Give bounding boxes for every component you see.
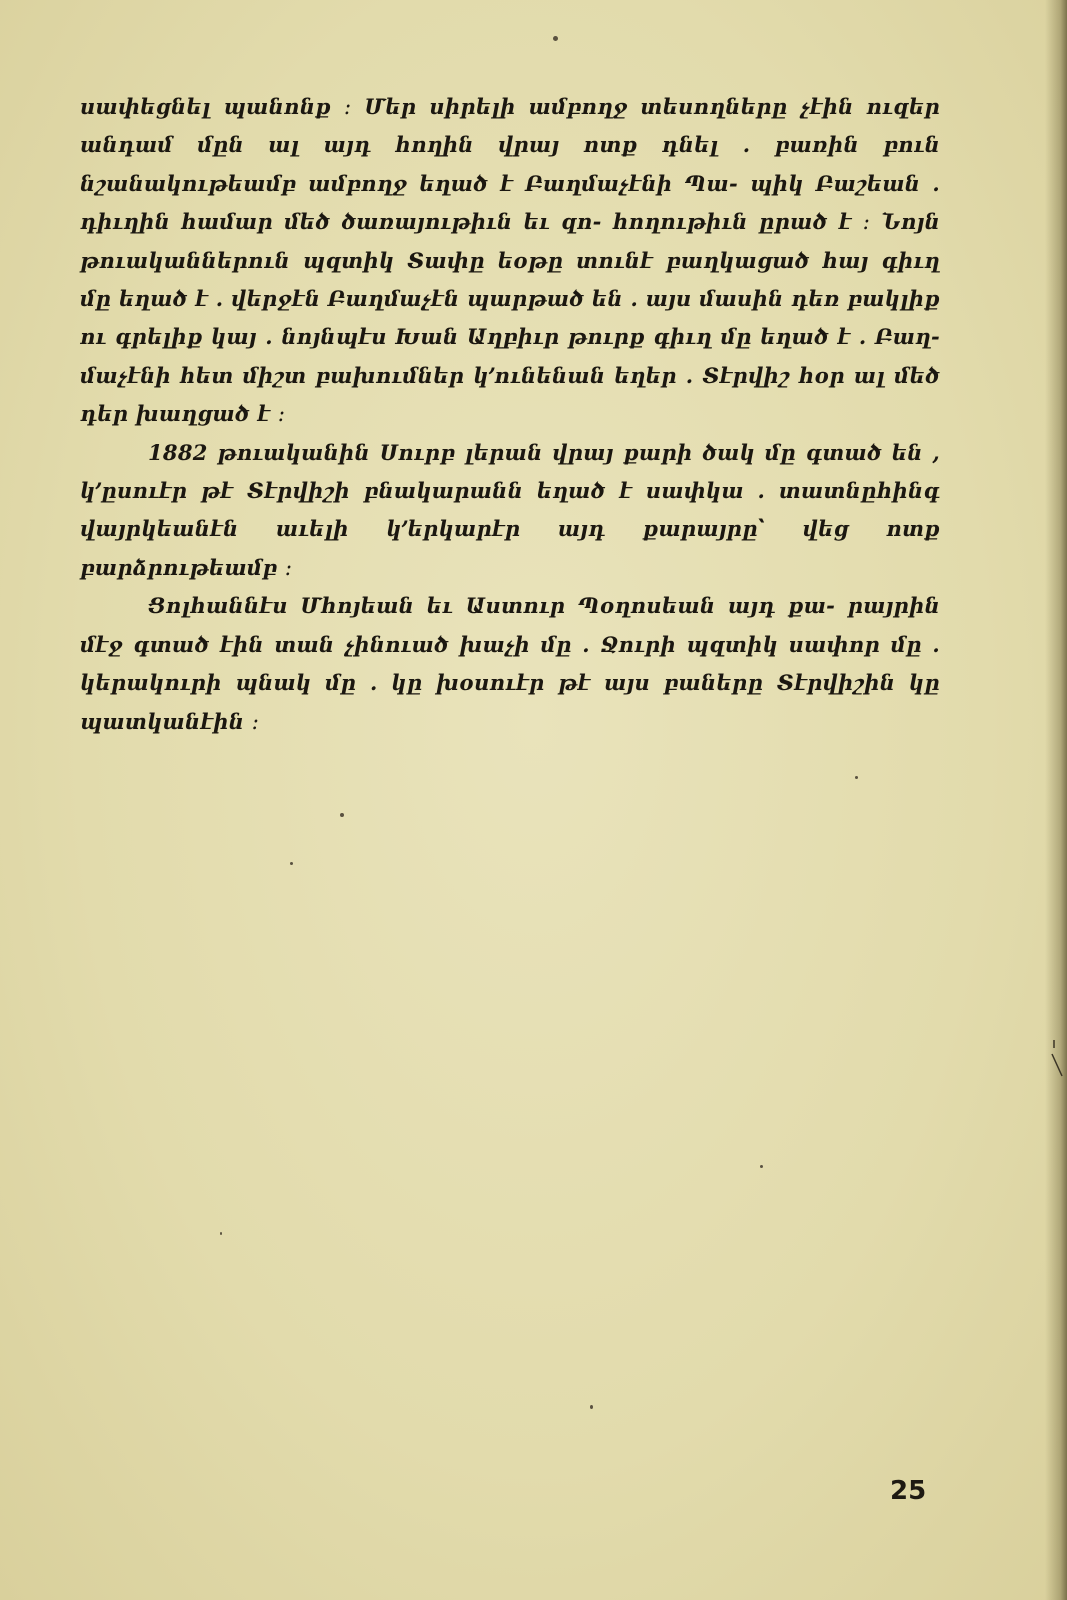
paragraph-1: սափեցնել պանոնք ։ Մեր սիրելի ամբողջ տեսողները չէին ուզեր անդամ մըն ալ այդ հողին վրայ ոտք դնել ․ բառին բուն նշանակութեամբ ամբողջ եղած է Բաղմաչէնի Պա- պիկ Բաշեան ․ դիւղին համար մեծ ծառայութիւն եւ զո- հողութիւն ըրած է ։ Նոյն թուականներուն պզտիկ Տափը եօթը տունէ բաղկացած հայ գիւղ մը եղած է ․ վերջէն Բաղմաչէն պարթած են ․ այս մասին դեռ բակլիք ու գրելիք կայ ․ նոյնպէս Խան Աղբիւր թուրք գիւղ մը եղած է ․ Բաղ- մաչէնի հետ միշտ բախումներ կ՚ունենան եղեր ․ Տէրվիշ հօր ալ մեծ դեր խաղցած է ։	[80, 94, 940, 427]
margin-mark	[1050, 1040, 1064, 1080]
paragraph-3: Ցոլհաննէս Մհոյեան եւ Աստուր Պօղոսեան այդ քա- րայրին մէջ գտած էին տան չինուած խաչի մը ․ Ջուրի պզտիկ սափոր մը ․ կերակուրի պնակ մը ․ կը խօսուէր թէ այս բաները Տէրվիշին կը պատկանէին ։	[80, 593, 940, 734]
paragraph-2: 1882 թուականին Սուրբ լերան վրայ քարի ծակ մը գտած են , կ՚ըսուէր թէ Տէրվիշի բնակարանն եղած է սափկա ․ տատնըհինգ վայրկեանէն աւելի կ՚երկարէր այդ քարայրը՝ վեց ոտք բարձրութեամբ ։	[80, 439, 940, 580]
body-text	[80, 88, 940, 741]
scan-speck	[590, 1405, 593, 1409]
scan-speck	[290, 862, 293, 865]
page-edge-shadow	[1045, 0, 1067, 1600]
scan-speck	[340, 813, 344, 817]
scan-speck	[760, 1165, 763, 1168]
scan-speck	[220, 1232, 222, 1235]
scan-speck	[855, 776, 858, 779]
page-number: 25	[890, 1476, 927, 1506]
scan-speck	[553, 36, 558, 41]
